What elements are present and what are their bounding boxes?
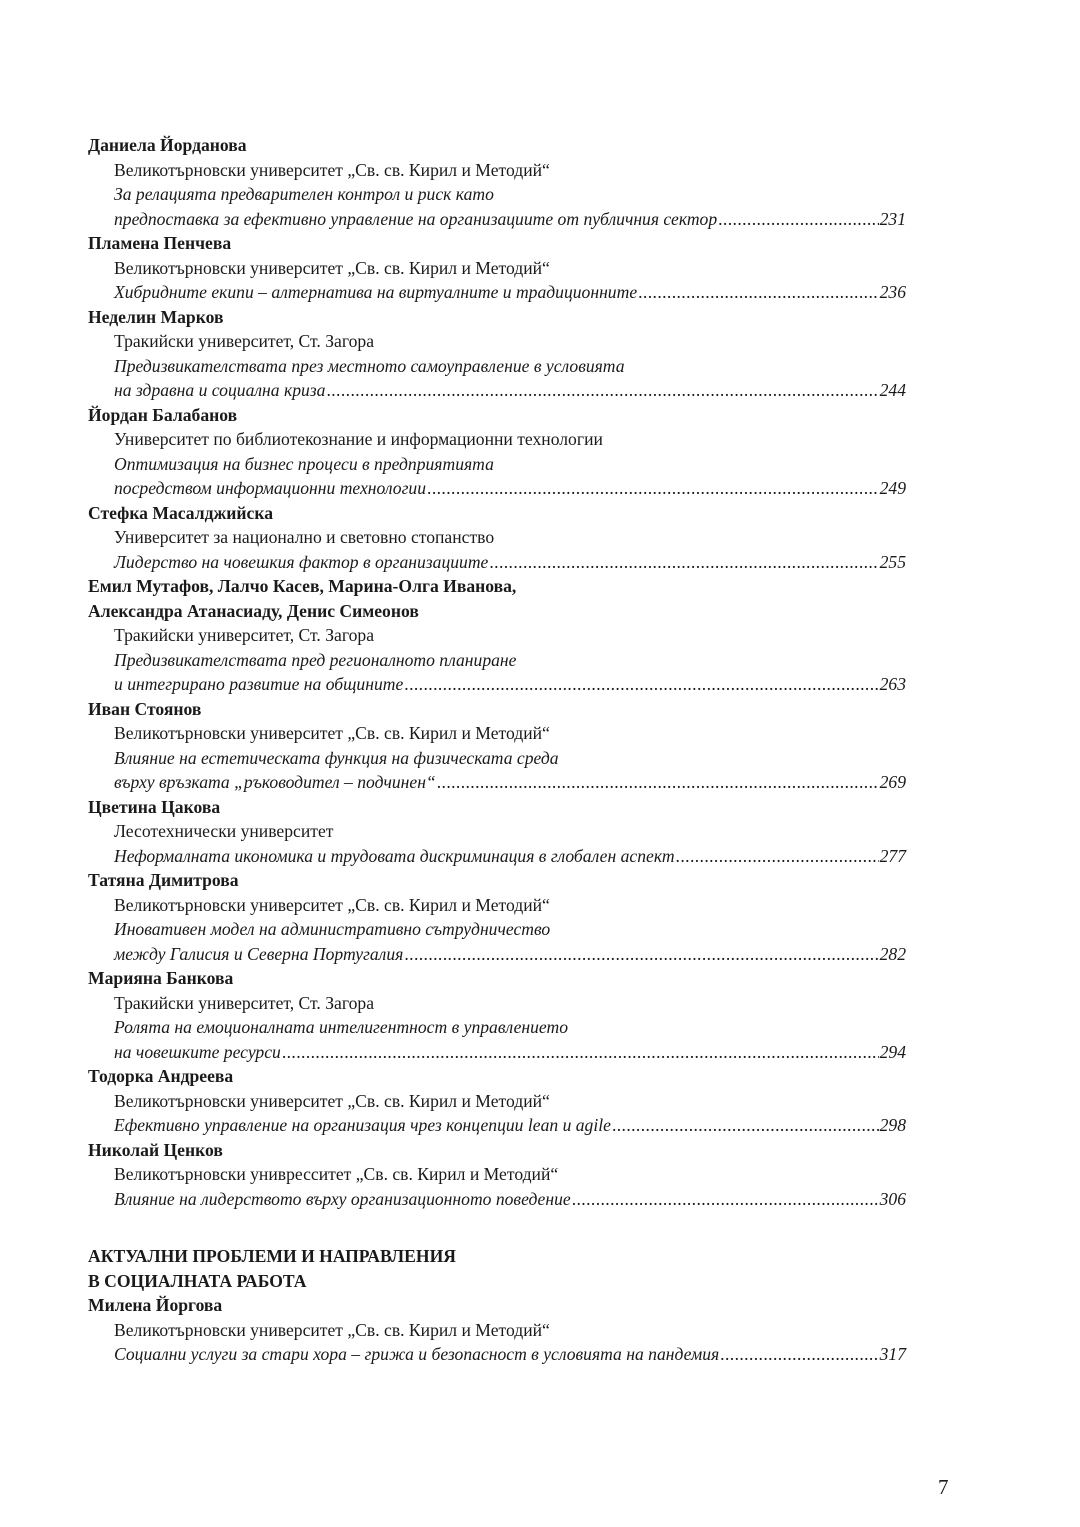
article-title: Предизвикателствата през местното самоуправление в условията: [114, 355, 625, 376]
article-title-end: Социални услуги за стари хора – грижа и безопасност в условията на пандемия: [114, 1344, 720, 1364]
affiliation: Великотърновски унивресситет „Св. св. Кирил и Методий“: [114, 1164, 559, 1184]
toc-link[interactable]: [88, 1113, 906, 1138]
affiliation: Великотърновски университет „Св. св. Кирил и Методий“: [114, 1090, 550, 1111]
toc-entry: [88, 697, 906, 795]
page-ref: 294: [879, 1041, 906, 1062]
page-ref: 298: [879, 1115, 906, 1135]
toc-entry: [88, 795, 906, 869]
article-title: Предизвикателствата пред регионалното планиране: [114, 649, 517, 670]
dot-leader: [718, 207, 878, 232]
author-name: Стефка Масалджийска: [88, 502, 274, 523]
page-ref: 236: [879, 282, 906, 302]
article-title-end: предпоставка за ефективно управление на организациите от публичния сектор: [114, 208, 718, 229]
article-title-end: посредством информационни технологии: [114, 478, 427, 498]
dot-leader: [572, 1187, 879, 1212]
toc-entry: [88, 501, 906, 575]
toc-link[interactable]: [88, 942, 906, 967]
affiliation: Лесотехнически университет: [114, 821, 334, 841]
author-name: Милена Йоргова: [88, 1295, 223, 1315]
affiliation: Великотърновски университет „Св. св. Кирил и Методий“: [114, 894, 550, 915]
affiliation: Великотърновски университет „Св. св. Кирил и Методий“: [114, 1319, 550, 1340]
toc-link[interactable]: [88, 476, 906, 501]
page-ref: 317: [879, 1344, 906, 1364]
dot-leader: [612, 1113, 879, 1138]
author-name: Марияна Банкова: [88, 968, 234, 988]
author-name: Цветина Цакова: [88, 796, 221, 817]
toc-link[interactable]: [88, 378, 906, 403]
article-title-end: Влияние на лидерството върху организационното поведение: [114, 1188, 571, 1209]
affiliation: Университет за национално и световно стопанство: [114, 527, 495, 547]
affiliation: Тракийски университет, Ст. Загора: [114, 625, 375, 645]
affiliation: Великотърновски университет „Св. св. Кирил и Методий“: [114, 159, 550, 180]
toc-entry: [88, 868, 906, 966]
page-number: 7: [938, 1475, 949, 1499]
table-of-contents: [88, 133, 906, 1367]
toc-entry: [88, 403, 906, 501]
article-title-end: Ефективно управление на организация чрез концепции lean и agile: [114, 1115, 611, 1135]
dot-leader: [282, 1040, 879, 1065]
toc-entry: [88, 305, 906, 403]
section-heading: АКТУАЛНИ ПРОБЛЕМИ И НАПРАВЛЕНИЯ: [88, 1246, 456, 1266]
dot-leader: [404, 672, 878, 697]
page-ref: 231: [879, 208, 906, 229]
author-name: Иван Стоянов: [88, 698, 202, 719]
dot-leader: [720, 1342, 878, 1367]
author-name: Неделин Марков: [88, 306, 224, 327]
page-ref: 277: [879, 845, 906, 866]
article-title: Оптимизация на бизнес процеси в предприятията: [114, 453, 494, 474]
toc-link[interactable]: [88, 1342, 906, 1367]
page-ref: 282: [879, 943, 906, 964]
author-name-continued: Александра Атанасиаду, Денис Симеонов: [88, 600, 419, 621]
article-title: Влияние на естетическата функция на физическата среда: [114, 747, 559, 768]
page-ref: 269: [879, 772, 906, 792]
toc-link[interactable]: [88, 844, 906, 869]
page-ref: 306: [879, 1188, 906, 1209]
author-name: Пламена Пенчева: [88, 233, 232, 253]
toc-link[interactable]: [88, 280, 906, 305]
article-title-end: на здравна и социална криза: [114, 380, 326, 400]
author-name: Тодорка Андреева: [88, 1066, 234, 1086]
toc-link[interactable]: [88, 1187, 906, 1212]
article-title: Иновативен модел на административно сътрудничество: [114, 919, 551, 939]
dot-leader: [489, 550, 878, 575]
toc-link[interactable]: [88, 672, 906, 697]
article-title: За релацията предварителен контрол и риск като: [114, 184, 494, 204]
section-heading-continued: В СОЦИАЛНАТА РАБОТА: [88, 1270, 307, 1291]
page-ref: 263: [879, 674, 906, 694]
article-title-end: между Галисия и Северна Португалия: [114, 943, 404, 964]
author-name: Татяна Димитрова: [88, 870, 239, 890]
page-ref: 249: [879, 478, 906, 498]
article-title-end: на човешките ресурси: [114, 1041, 281, 1062]
toc-entry: [88, 1138, 906, 1212]
toc-entry: [88, 574, 906, 697]
article-title-end: и интегрирано развитие на общините: [114, 674, 404, 694]
affiliation: Великотърновски университет „Св. св. Кирил и Методий“: [114, 723, 550, 743]
section-block: [88, 1244, 906, 1367]
author-name: Йордан Балабанов: [88, 404, 238, 425]
author-name: Даниела Йорданова: [88, 135, 247, 155]
article-title-end: Хибридните екипи – алтернатива на виртуалните и традиционните: [114, 282, 638, 302]
affiliation: Тракийски университет, Ст. Загора: [114, 992, 375, 1013]
dot-leader: [427, 476, 879, 501]
article-title-end: върху връзката „ръководител – подчинен“: [114, 772, 436, 792]
article-title-end: Неформалната икономика и трудовата дискриминация в глобален аспект: [114, 845, 675, 866]
toc-link[interactable]: [88, 770, 906, 795]
toc-entry: [88, 966, 906, 1064]
affiliation: Тракийски университет, Ст. Загора: [114, 331, 375, 351]
author-name: Емил Мутафов, Лалчо Касев, Марина-Олга Иванова,: [88, 576, 517, 596]
toc-entry: [88, 1064, 906, 1138]
dot-leader: [326, 378, 878, 403]
page-ref: 255: [879, 551, 906, 572]
article-title-end: Лидерство на човешкия фактор в организациите: [114, 551, 489, 572]
author-name: Николай Ценков: [88, 1139, 223, 1160]
affiliation: Великотърновски университет „Св. св. Кирил и Методий“: [114, 257, 550, 278]
dot-leader: [638, 280, 878, 305]
dot-leader: [676, 844, 879, 869]
toc-entry: [88, 133, 906, 231]
toc-link[interactable]: [88, 1040, 906, 1065]
dot-leader: [404, 942, 878, 967]
affiliation: Университет по библиотекознание и информационни технологии: [114, 429, 603, 449]
toc-link[interactable]: [88, 207, 906, 232]
toc-link[interactable]: [88, 550, 906, 575]
dot-leader: [437, 770, 879, 795]
toc-entry: [88, 231, 906, 305]
article-title: Ролята на емоционалната интелигентност в управлението: [114, 1017, 568, 1037]
page-ref: 244: [879, 380, 906, 400]
section-spacer: [88, 1211, 906, 1244]
